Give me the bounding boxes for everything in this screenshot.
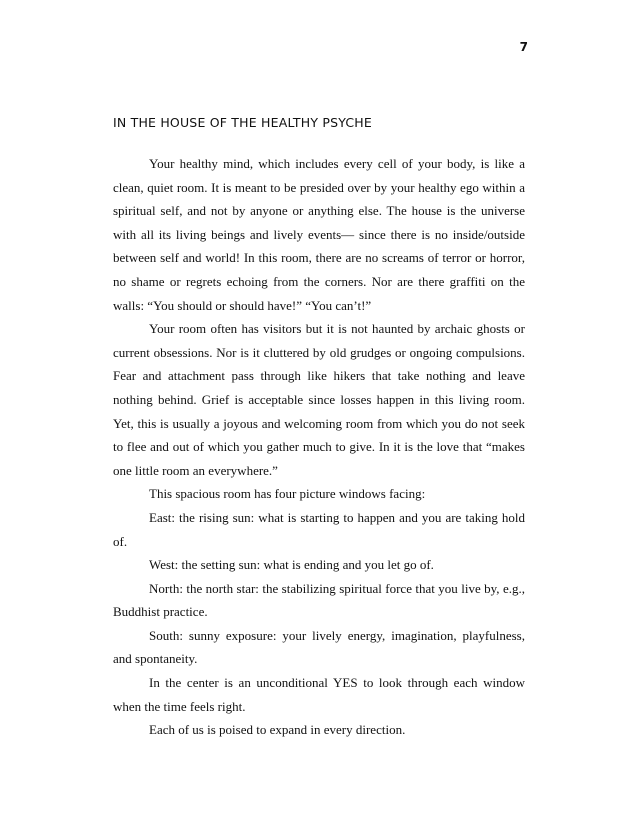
paragraph: West: the setting sun: what is ending and you let go of. xyxy=(149,557,434,573)
body-text xyxy=(113,152,525,742)
paragraph: Each of us is poised to expand in every direction. xyxy=(149,722,406,738)
paragraph: Your healthy mind, which includes every cell of your body, is like a clean, quiet room. It is meant to be presided over by your healthy ego within a spiritual self, and not by anyone or anything else. The house is the universe with all its living beings and lively events— since there is no inside/outside between self and world! In this room, there are no screams of terror or horror, no shame or regrets echoing from the corners. Nor are there graffiti on the walls: “You should or should have!” “You can’t!” xyxy=(113,156,525,313)
paragraph: South: sunny exposure: your lively energy, imagination, playfulness, and spontaneity. xyxy=(113,627,525,667)
page-number: 7 xyxy=(519,40,528,54)
paragraph: In the center is an unconditional YES to look through each window when the time feels right. xyxy=(113,675,525,714)
paragraph: East: the rising sun: what is starting to happen and you are taking hold of. xyxy=(113,509,525,549)
chapter-title: IN THE HOUSE OF THE HEALTHY PSYCHE xyxy=(113,115,373,130)
paragraph: This spacious room has four picture windows facing: xyxy=(149,486,426,502)
paragraph: North: the north star: the stabilizing spiritual force that you live by, e.g., Buddhist practice. xyxy=(113,580,525,620)
paragraph: Your room often has visitors but it is not haunted by archaic ghosts or current obsessions. Nor is it cluttered by old grudges or ongoing compulsions. Fear and attachment pass through like hikers that take nothing and leave nothing behind. Grief is acceptable since losses happen in this living room. Yet, this is usually a joyous and welcoming room from which you do not seek to flee and out of which you gather much to give. In it is the love that “makes one little room an everywhere.” xyxy=(113,321,525,478)
